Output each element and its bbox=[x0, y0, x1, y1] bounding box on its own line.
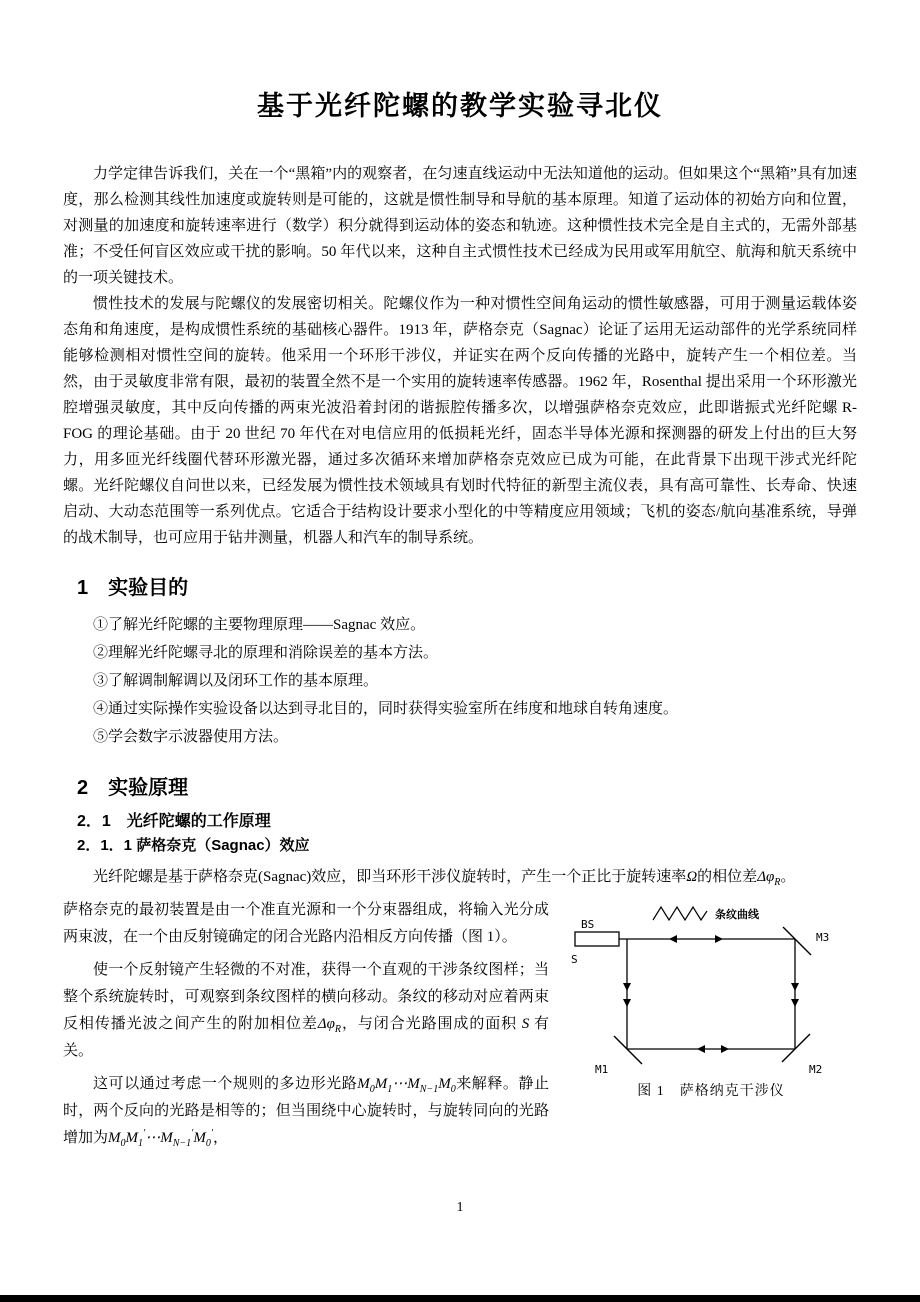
section-1-heading: 1 实验目的 bbox=[77, 577, 189, 599]
arrow-left-top-edge bbox=[669, 935, 677, 943]
arrow-down-right-edge-2 bbox=[791, 999, 799, 1007]
experiment-objectives-list bbox=[63, 611, 857, 751]
arrow-left-bottom-edge bbox=[697, 1045, 705, 1053]
document-title: 基于光纤陀螺的教学实验寻北仪 bbox=[257, 91, 663, 121]
arrow-right-bottom-edge bbox=[721, 1045, 729, 1053]
subsection-2-1-heading: 2．1 光纤陀螺的工作原理 bbox=[77, 813, 271, 830]
figure-1-caption: 图 1 萨格纳克干涉仪 bbox=[637, 1084, 785, 1099]
sagnac-interferometer-diagram bbox=[565, 899, 857, 1074]
light-path bbox=[619, 939, 795, 1049]
arrow-down-left-edge-2 bbox=[623, 999, 631, 1007]
subsection-2-1-1-heading: 2．1．1 萨格奈克（Sagnac）效应 bbox=[77, 837, 310, 854]
mirror-m3 bbox=[783, 927, 811, 955]
arrow-down-right-edge-1 bbox=[791, 983, 799, 991]
fringe-curve-zigzag bbox=[653, 907, 707, 920]
figure-text-wrap-region bbox=[63, 897, 857, 1152]
beam-splitter-box bbox=[575, 932, 619, 946]
figure-1 bbox=[565, 899, 857, 1105]
objective-item-5: ⑤学会数字示波器使用方法。 bbox=[93, 729, 289, 745]
page-number: 1 bbox=[456, 1200, 464, 1215]
mirror-m2 bbox=[782, 1034, 810, 1062]
label-mirror-2: M2 bbox=[809, 1063, 823, 1074]
arrow-right-top-edge bbox=[715, 935, 723, 943]
paragraph-sagnac-apparatus: 萨格奈克的最初装置是由一个准直光源和一个分束器组成，将输入光分成两束波，在一个由反射镜确定的闭合光路内沿相反方向传播（图 1）。 bbox=[63, 902, 549, 945]
label-mirror-1: M1 bbox=[595, 1063, 609, 1074]
scan-bottom-edge bbox=[0, 1295, 920, 1302]
paragraph-sagnac-effect-intro: 光纤陀螺是基于萨格奈克(Sagnac)效应，即当环形干涉仪旋转时，产生一个正比于旋转速率Ω的相位差$\Delta\varphi_R$。 bbox=[93, 869, 796, 888]
label-fringe-curve: 条纹曲线 bbox=[715, 909, 759, 921]
objective-item-2: ②理解光纤陀螺寻北的原理和消除误差的基本方法。 bbox=[93, 645, 439, 661]
intro-section bbox=[63, 161, 857, 551]
label-source: S bbox=[571, 953, 578, 966]
arrow-down-left-edge-1 bbox=[623, 983, 631, 991]
objective-item-1: ①了解光纤陀螺的主要物理原理——Sagnac 效应。 bbox=[93, 617, 426, 633]
paragraph-fringe-pattern: 使一个反射镜产生轻微的不对准，获得一个直观的干涉条纹图样；当整个系统旋转时，可观察到条纹图样的横向移动。条纹的移动对应着两束反相传播光波之间产生的附加相位差$\Delta\varphi_R$，与闭合光路围成的面积 S 有关。 bbox=[63, 962, 549, 1059]
mirror-m1 bbox=[614, 1036, 642, 1064]
paragraph-polygon-path: 这可以通过考虑一个规则的多边形光路$M_0M_1\cdots M_{N-1}M_0$来解释。静止时，两个反向的光路是相等的；但当围绕中心旋转时，与旋转同向的光路增加为$M_0M_1'\cdots M_{N-1}'M_0'$， bbox=[63, 1076, 549, 1149]
objective-item-3: ③了解调制解调以及闭环工作的基本原理。 bbox=[93, 673, 379, 689]
objective-item-4: ④通过实际操作实验设备以达到寻北目的，同时获得实验室所在纬度和地球自转角速度。 bbox=[93, 701, 679, 717]
paragraph-inertial-tech-history: 惯性技术的发展与陀螺仪的发展密切相关。陀螺仪作为一种对惯性空间角运动的惯性敏感器，可用于测量运载体姿态角和角速度，是构成惯性系统的基础核心器件。1913 年，萨格奈克（Sagnac）论证了运用无运动部件的光学系统同样能够检测相对惯性空间的旋转。他采用一个环形干涉仪，并证实在两个反向传播的光路中，旋转产生一个相位差。当然，由于灵敏度非常有限，最初的装置全然不是一个实用的旋转速率传感器。1962 年，Rosenthal 提出采用一个环形激光腔增强灵敏度，其中反向传播的两束光波沿着封闭的谐振腔传播多次，以增强萨格奈克效应，此即谐振式光纤陀螺 R-FOG 的理论基础。由于 20 世纪 70 年代在对电信应用的低损耗光纤，固态半导体光源和探测器的研发上付出的巨大努力，用多匝光纤线圈代替环形激光器，通过多次循环来增加萨格奈克效应已成为可能，在此背景下出现干涉式光纤陀螺。光纤陀螺仪自问世以来，已经发展为惯性技术领域具有划时代特征的新型主流仪表，具有高可靠性、长寿命、快速启动、大动态范围等一系列优点。它适合于结构设计要求小型化的中等精度应用领域；飞机的姿态/航向基准系统，导弹的战术制导，也可应用于钻井测量，机器人和汽车的制导系统。 bbox=[63, 296, 857, 546]
label-mirror-3: M3 bbox=[816, 931, 830, 944]
beam-direction-arrows bbox=[623, 935, 799, 1053]
paragraph-mechanics-law: 力学定律告诉我们，关在一个“黑箱”内的观察者，在匀速直线运动中无法知道他的运动。但如果这个“黑箱”具有加速度，那么检测其线性加速度或旋转则是可能的，这就是惯性制导和导航的基本原理。知道了运动体的初始方向和位置，对测量的加速度和旋转速率进行（数学）积分就得到运动体的姿态和轨迹。这种惯性技术完全是自主式的，无需外部基准；不受任何盲区效应或干扰的影响。50 年代以来，这种自主式惯性技术已经成为民用或军用航空、航海和航天系统中的一项关键技术。 bbox=[63, 166, 857, 286]
section-2-heading: 2 实验原理 bbox=[77, 777, 189, 799]
label-beam-splitter: BS bbox=[581, 918, 595, 931]
